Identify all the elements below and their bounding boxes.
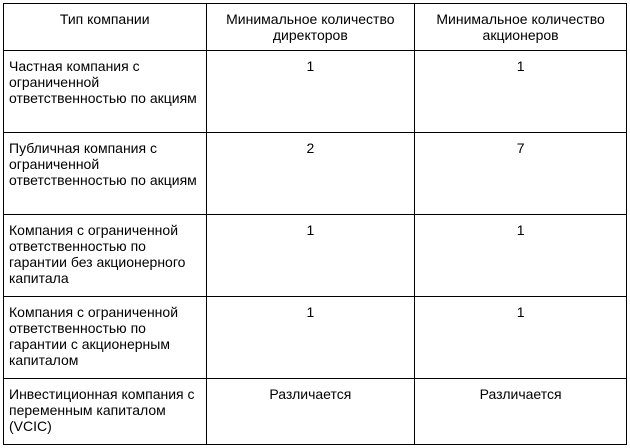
cell-min-directors: 2 [206,133,415,215]
cell-company-type: Частная компания с ограниченной ответственностью по акциям [4,51,207,133]
cell-min-shareholders: 1 [415,215,627,297]
table-row [4,51,627,133]
cell-company-type: Инвестиционная компания с переменным капиталом (VCIC) [4,379,207,445]
cell-min-directors: 1 [206,297,415,379]
cell-min-shareholders: 1 [415,297,627,379]
table-header-row [4,4,627,51]
cell-min-directors: Различается [206,379,415,445]
table-row [4,215,627,297]
cell-company-type: Компания с ограниченной ответственностью по гарантии без акционерного капитала [4,215,207,297]
table-row [4,297,627,379]
header-min-directors: Минимальное количество директоров [206,4,415,51]
cell-min-directors: 1 [206,51,415,133]
company-types-table [3,3,627,445]
cell-min-shareholders: 1 [415,51,627,133]
header-min-shareholders: Минимальное количество акционеров [415,4,627,51]
cell-min-shareholders: Различается [415,379,627,445]
cell-min-shareholders: 7 [415,133,627,215]
table-row [4,379,627,445]
table-row [4,133,627,215]
cell-min-directors: 1 [206,215,415,297]
cell-company-type: Компания с ограниченной ответственностью по гарантии с акционерным капиталом [4,297,207,379]
header-company-type: Тип компании [4,4,207,51]
cell-company-type: Публичная компания с ограниченной ответственностью по акциям [4,133,207,215]
